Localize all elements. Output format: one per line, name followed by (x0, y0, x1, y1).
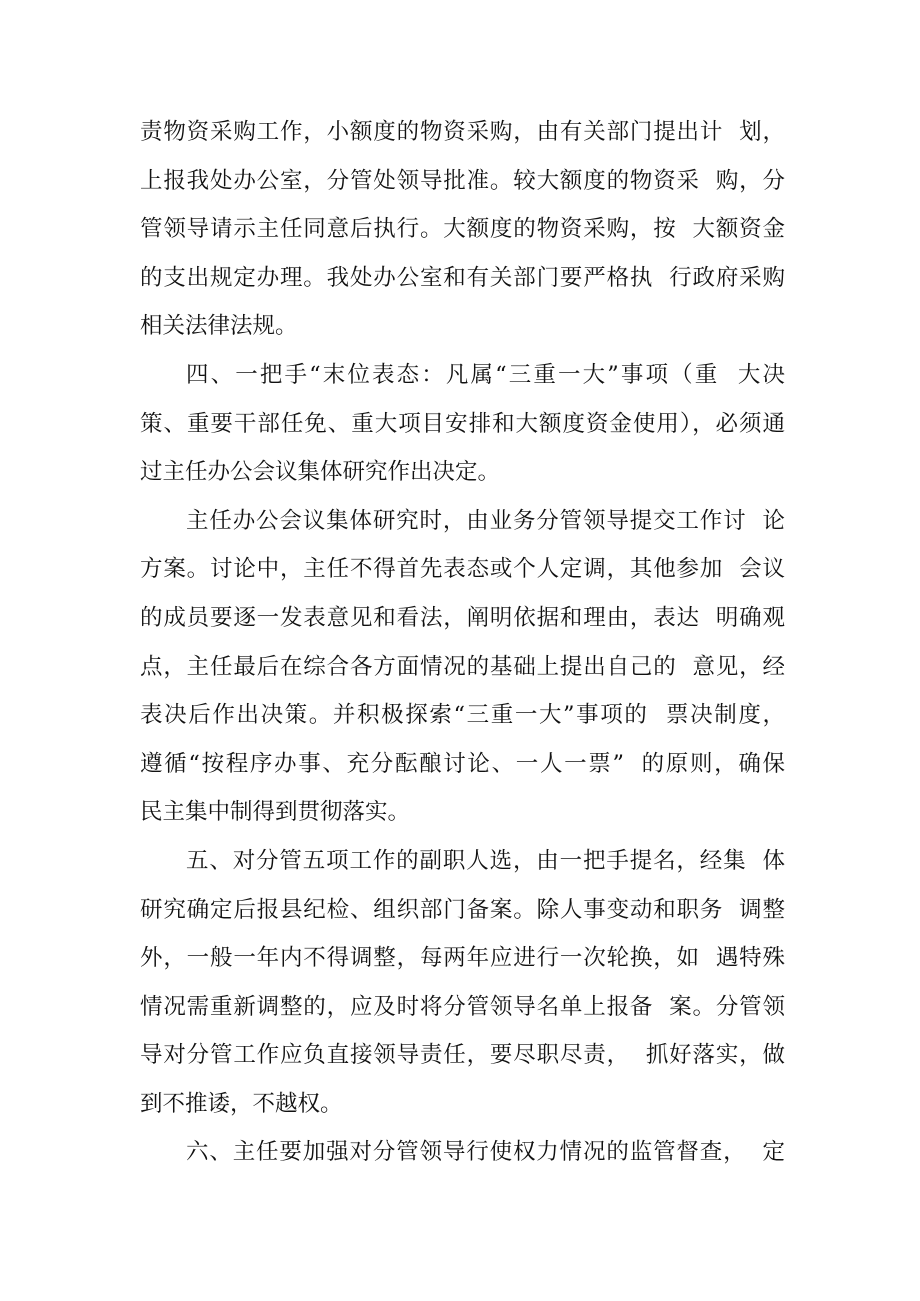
paragraph-six-start: 六、主任要加强对分管领导行使权力情况的监管督查， 定 (186, 1139, 785, 1166)
text-line: 遵循“按程序办事、充分酝酿讨论、一人一票” 的原则，确保 (140, 750, 785, 777)
text-line: 管领导请示主任同意后执行。大额度的物资采购，按 大额资金 (140, 216, 785, 243)
paragraph-meeting-start: 主任办公会议集体研究时，由业务分管领导提交工作讨 论 (186, 507, 785, 534)
text-line: 点，主任最后在综合各方面情况的基础上提出自己的 意见，经 (140, 653, 785, 680)
text-line: 民主集中制得到贯彻落实。 (140, 799, 411, 826)
text-line: 情况需重新调整的，应及时将分管领导名单上报备 案。分管领 (140, 993, 785, 1020)
text-line: 表决后作出决策。并积极探索“三重一大”事项的 票决制度， (140, 702, 785, 729)
text-line: 过主任办公会议集体研究作出决定。 (140, 459, 501, 486)
text-line: 导对分管工作应负直接领导责任，要尽职尽责， 抓好落实，做 (140, 1042, 785, 1069)
text-line: 的支出规定办理。我处办公室和有关部门要严格执 行政府采购 (140, 264, 785, 291)
text-line: 相关法律法规。 (140, 313, 298, 340)
text-line: 策、重要干部任免、重大项目安排和大额度资金使用），必须通 (140, 410, 785, 437)
paragraph-four-start: 四、一把手“末位表态：凡属“三重一大”事项（重 大决 (186, 361, 785, 388)
text-line: 方案。讨论中，主任不得首先表态或个人定调，其他参加 会议 (140, 556, 785, 583)
text-line: 研究确定后报县纪检、组织部门备案。除人事变动和职务 调整 (140, 896, 785, 923)
text-line: 责物资采购工作，小额度的物资采购，由有关部门提出计 划， (140, 119, 785, 145)
paragraph-five-start: 五、对分管五项工作的副职人选，由一把手提名，经集 体 (186, 847, 785, 874)
text-line: 到不推诿，不越权。 (140, 1090, 343, 1117)
text-line: 的成员要逐一发表意见和看法，阐明依据和理由，表达 明确观 (140, 604, 785, 631)
text-line: 上报我处办公室，分管处领导批准。较大额度的物资采 购，分 (140, 167, 785, 194)
document-body (140, 108, 785, 1177)
text-line: 外，一般一年内不得调整，每两年应进行一次轮换，如 遇特殊 (140, 945, 785, 972)
